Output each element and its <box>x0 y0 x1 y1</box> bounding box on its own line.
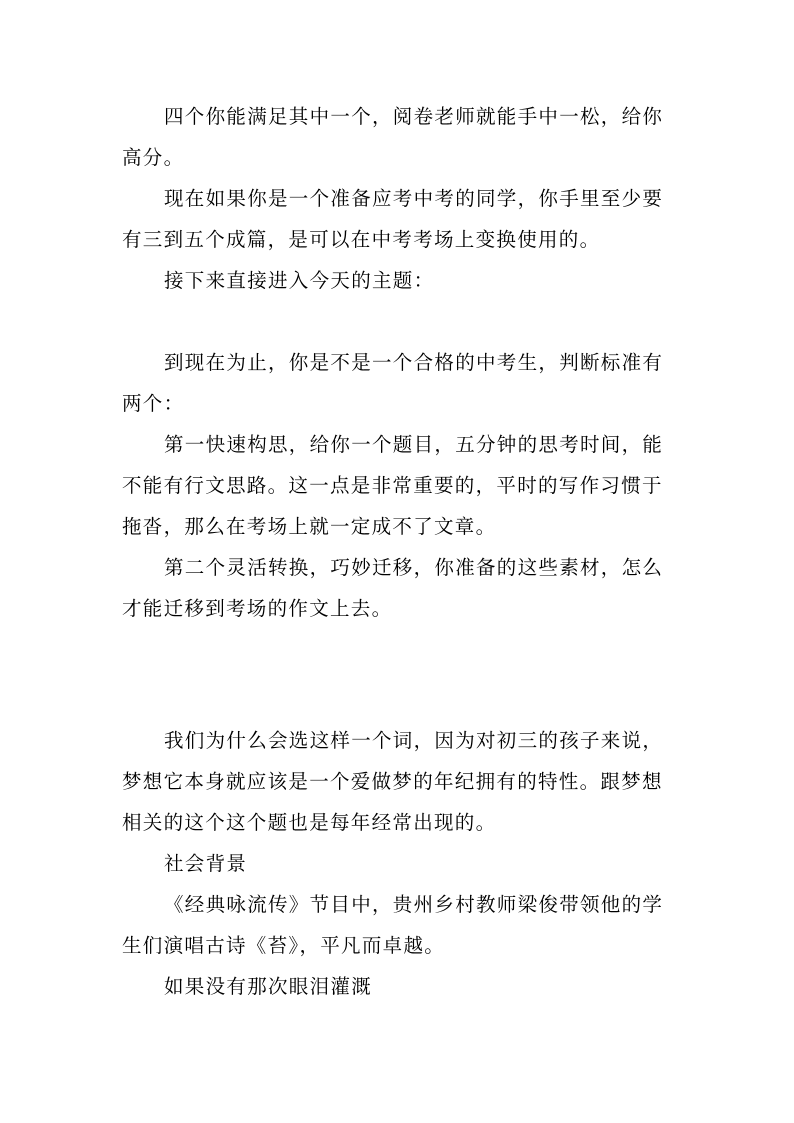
paragraph-10: 如果没有那次眼泪灌溉 <box>164 975 373 998</box>
paragraph-4: 到现在为止，你是不是一个合格的中考生，判断标准有两个： <box>122 351 664 415</box>
paragraph-9: 《经典咏流传》节目中，贵州乡村教师梁俊带领他的学生们演唱古诗《苔》，平凡而卓越。 <box>122 893 664 957</box>
section-heading: 社会背景 <box>164 852 248 875</box>
paragraph-3: 接下来直接进入今天的主题： <box>164 269 435 292</box>
paragraph-5: 第一快速构思，给你一个题目，五分钟的思考时间，能不能有行文思路。这一点是非常重要的，平时的写作习惯于拖沓，那么在考场上就一定成不了文章。 <box>122 433 664 538</box>
paragraph-1: 四个你能满足其中一个，阅卷老师就能手中一松，给你高分。 <box>122 105 664 169</box>
paragraph-7: 我们为什么会选这样一个词，因为对初三的孩子来说，梦想它本身就应该是一个爱做梦的年纪拥有的特性。跟梦想相关的这个这个题也是每年经常出现的。 <box>122 729 664 834</box>
paragraph-6: 第二个灵活转换，巧妙迁移，你准备的这些素材，怎么才能迁移到考场的作文上去。 <box>122 556 664 620</box>
paragraph-2: 现在如果你是一个准备应考中考的同学，你手里至少要有三到五个成篇，是可以在中考考场上变换使用的。 <box>122 187 664 251</box>
